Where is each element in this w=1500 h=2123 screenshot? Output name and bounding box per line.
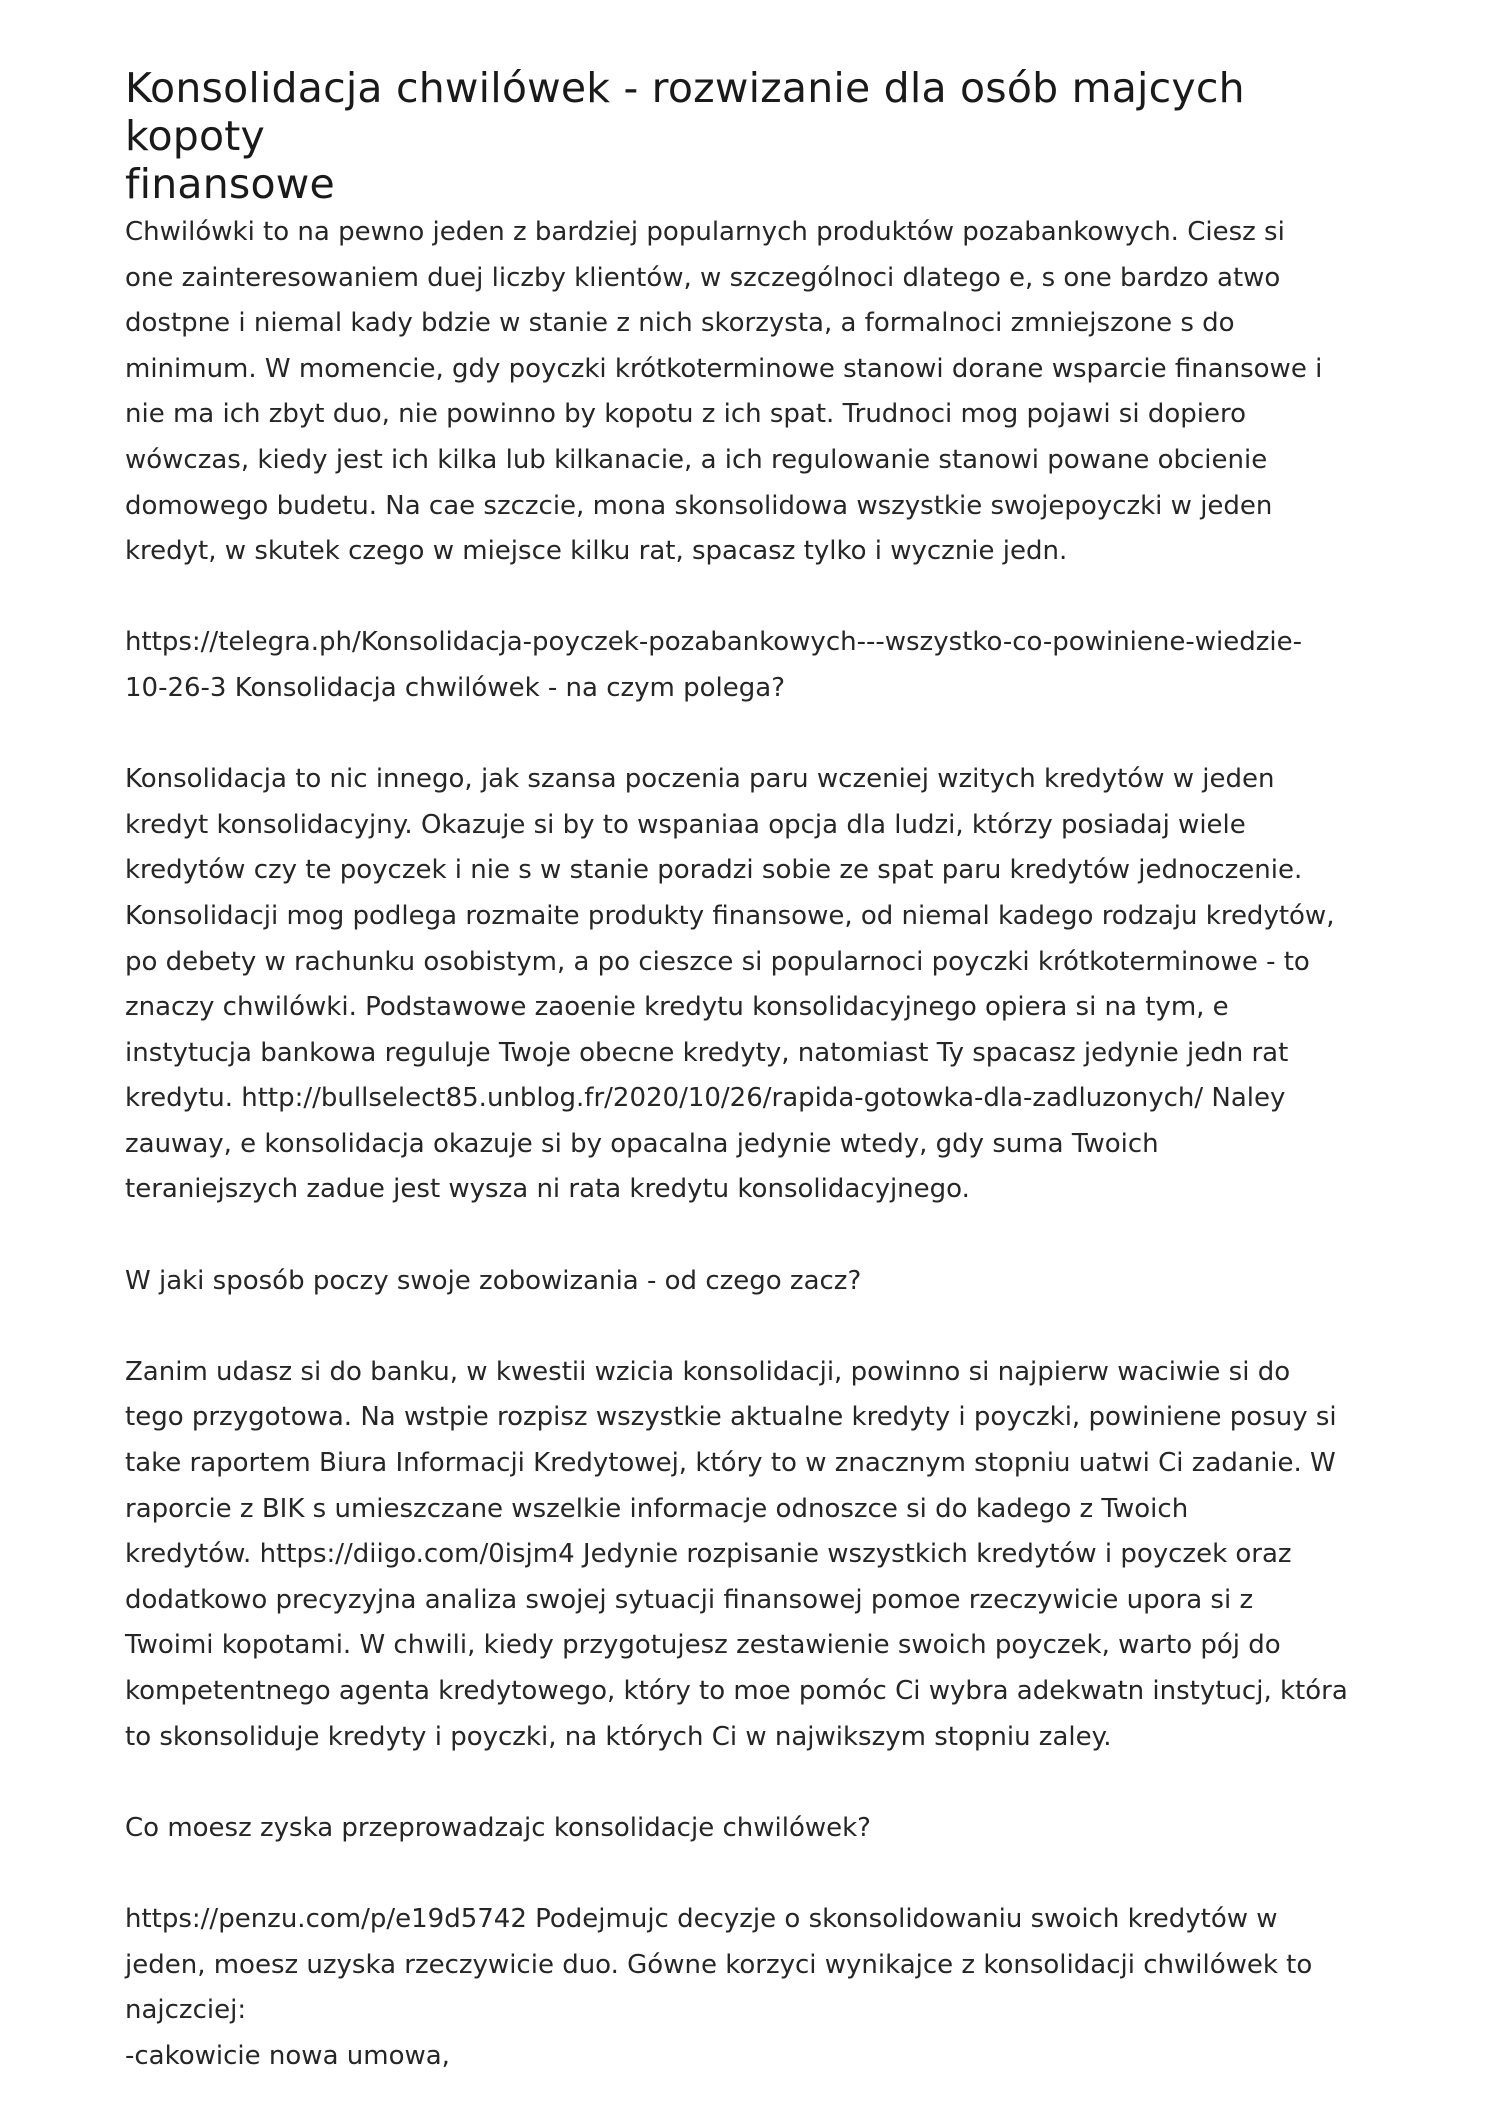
title-line: finansowe	[125, 160, 335, 208]
text-line: raporcie z BIK s umieszczane wszelkie informacje odnoszce si do kadego z Twoich	[125, 1493, 1189, 1524]
text-line: nie ma ich zbyt duo, nie powinno by kopotu z ich spat. Trudnoci mog pojawi si dopiero	[125, 399, 1246, 430]
text-line: znaczy chwilówki. Podstawowe zaoenie kredytu konsolidacyjnego opiera si na tym, e	[125, 992, 1229, 1023]
text-line: kredyt konsolidacyjny. Okazuje si by to wspaniaa opcja dla ludzi, którzy posiadaj wiele	[125, 809, 1246, 840]
paragraph-gap	[125, 712, 1395, 758]
text-line: wówczas, kiedy jest ich kilka lub kilkanacie, a ich regulowanie stanowi powane obcienie	[125, 444, 1268, 475]
paragraph-gap	[125, 1760, 1395, 1806]
text-line: 10-26-3 Konsolidacja chwilówek - na czym polega?	[125, 672, 786, 703]
text-line: po debety w rachunku osobistym, a po cieszce si popularnoci poyczki krótkoterminowe - to	[125, 946, 1310, 977]
text-line: kredytu. http://bullselect85.unblog.fr/2020/10/26/rapida-gotowka-dla-zadluzonych/ Naley	[125, 1083, 1286, 1114]
text-line: kredyt, w skutek czego w miejsce kilku rat, spacasz tylko i wycznie jedn.	[125, 536, 1068, 567]
paragraph	[125, 210, 1395, 575]
paragraph	[125, 757, 1395, 1213]
paragraph	[125, 1350, 1395, 1760]
text-line: Konsolidacji mog podlega rozmaite produkty finansowe, od niemal kadego rodzaju kredytów,	[125, 900, 1335, 931]
text-line: Co moesz zyska przeprowadzajc konsolidacje chwilówek?	[125, 1812, 871, 1843]
text-line: dostpne i niemal kady bdzie w stanie z nich skorzysta, a formalnoci zmniejszone s do	[125, 308, 1235, 339]
text-line: dodatkowo precyzyjna analiza swojej sytuacji finansowej pomoe rzeczywicie upora si z	[125, 1584, 1254, 1615]
text-line: jeden, moesz uzyska rzeczywicie duo. Gówne korzyci wynikajce z konsolidacji chwilówek to	[125, 1949, 1313, 1980]
text-line: domowego budetu. Na cae szczcie, mona skonsolidowa wszystkie swojepoyczki w jeden	[125, 490, 1273, 521]
paragraph-gap	[125, 575, 1395, 621]
paragraph-gap	[125, 1304, 1395, 1350]
text-line: one zainteresowaniem duej liczby klientów, w szczególnoci dlatego e, s one bardzo atwo	[125, 262, 1281, 293]
paragraph-gap	[125, 1213, 1395, 1259]
text-line: kompetentnego agenta kredytowego, który to moe pomóc Ci wybra adekwatn instytucj, która	[125, 1676, 1348, 1706]
text-line: minimum. W momencie, gdy poyczki krótkoterminowe stanowi dorane wsparcie finansowe i	[125, 353, 1323, 384]
section-heading	[125, 1259, 1395, 1305]
section-heading	[125, 1806, 1395, 1852]
text-line: Zanim udasz si do banku, w kwestii wzicia konsolidacji, powinno si najpierw waciwie si do	[125, 1356, 1291, 1387]
paragraph-gap	[125, 1851, 1395, 1897]
title-line: Konsolidacja chwilówek - rozwizanie dla osób majcych kopoty	[125, 64, 1245, 160]
list-item: -cakowicie nowa umowa,	[125, 2040, 450, 2071]
text-line: https://telegra.ph/Konsolidacja-poyczek-pozabankowych---wszystko-co-powiniene-wiedzie-	[125, 627, 1302, 658]
text-line: take raportem Biura Informacji Kredytowej, który to w znacznym stopniu uatwi Ci zadanie. W	[125, 1448, 1336, 1479]
text-line: teraniejszych zadue jest wysza ni rata kredytu konsolidacyjnego.	[125, 1174, 970, 1205]
text-line: to skonsoliduje kredyty i poyczki, na których Ci w najwikszym stopniu zaley.	[125, 1721, 1112, 1752]
text-line: tego przygotowa. Na wstpie rozpisz wszystkie aktualne kredyty i poyczki, powiniene posuy si	[125, 1402, 1337, 1433]
text-line: Konsolidacja to nic innego, jak szansa poczenia paru wczeniej wzitych kredytów w jeden	[125, 764, 1275, 795]
paragraph	[125, 1897, 1395, 2079]
text-line: najczciej:	[125, 1995, 247, 2026]
text-line: Twoimi kopotami. W chwili, kiedy przygotujesz zestawienie swoich poyczek, warto pój do	[125, 1630, 1281, 1661]
text-line: zauway, e konsolidacja okazuje si by opacalna jedynie wtedy, gdy suma Twoich	[125, 1128, 1159, 1159]
paragraph	[125, 620, 1395, 711]
text-line: instytucja bankowa reguluje Twoje obecne kredyty, natomiast Ty spacasz jedynie jedn rat	[125, 1037, 1289, 1068]
text-line: Chwilówki to na pewno jeden z bardziej popularnych produktów pozabankowych. Ciesz si	[125, 217, 1285, 247]
text-line: W jaki sposób poczy swoje zobowizania - od czego zacz?	[125, 1265, 862, 1296]
text-line: kredytów. https://diigo.com/0isjm4 Jedynie rozpisanie wszystkich kredytów i poyczek oraz	[125, 1539, 1292, 1570]
text-line: https://penzu.com/p/e19d5742 Podejmujc decyzje o skonsolidowaniu swoich kredytów w	[125, 1903, 1278, 1934]
text-line: kredytów czy te poyczek i nie s w stanie poradzi sobie ze spat paru kredytów jednoczenie.	[125, 855, 1303, 886]
document-page	[125, 64, 1395, 2071]
document-title	[125, 64, 1395, 208]
document-body	[125, 210, 1395, 2079]
